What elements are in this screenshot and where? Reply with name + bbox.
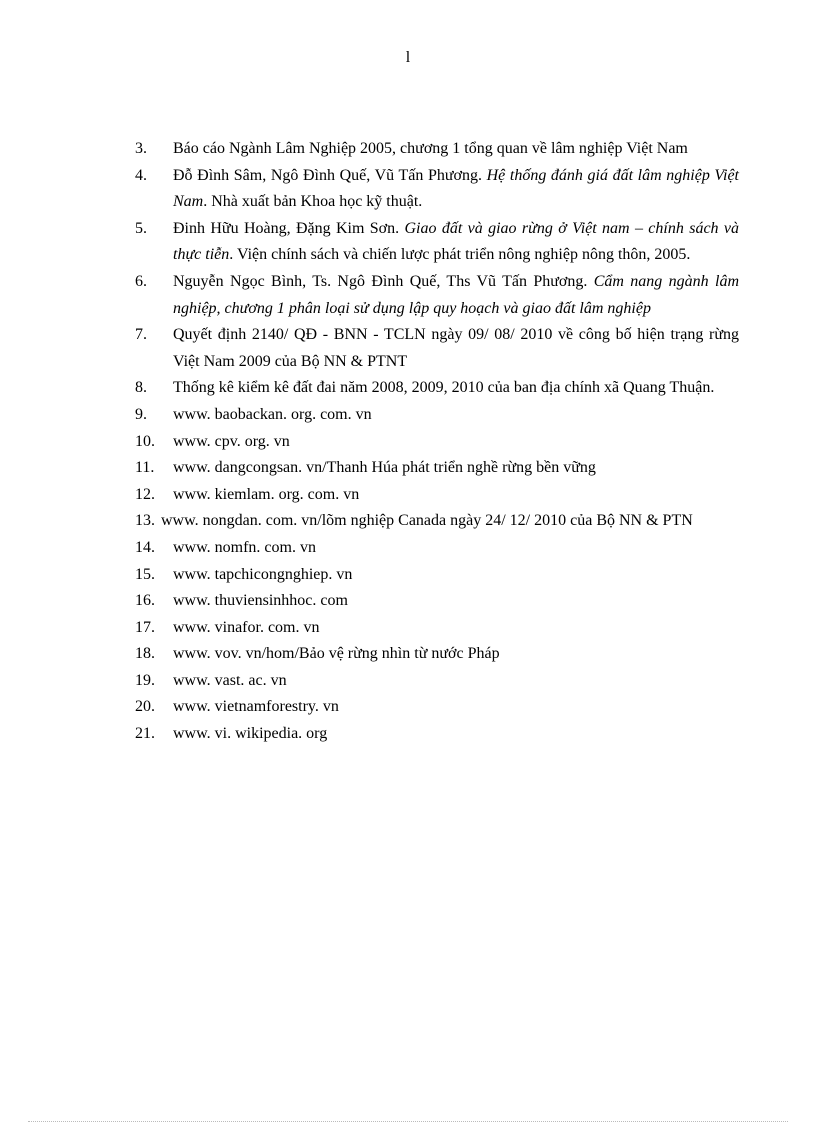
reference-text-part: www. vast. ac. vn [173, 671, 287, 689]
reference-item [135, 694, 739, 721]
page-number: l [405, 49, 411, 66]
reference-text-part: www. nomfn. com. vn [173, 538, 316, 556]
reference-item [135, 429, 739, 456]
reference-text [161, 508, 739, 535]
reference-item [135, 216, 739, 269]
reference-text [173, 375, 739, 402]
reference-number: 20. [135, 698, 155, 716]
page-bottom-divider [28, 1121, 788, 1122]
reference-text-part: www. tapchicongnghiep. vn [173, 565, 353, 583]
reference-text [173, 216, 739, 269]
reference-item [135, 508, 739, 535]
reference-item [135, 269, 739, 322]
reference-text [173, 163, 739, 216]
reference-item [135, 668, 739, 695]
reference-number: 18. [135, 645, 155, 663]
reference-item [135, 588, 739, 615]
reference-text-part: . Nhà xuất bản Khoa học kỹ thuật. [203, 193, 423, 211]
reference-item [135, 455, 739, 482]
reference-text [173, 402, 739, 429]
reference-title-italic: Hệ thống đánh giá đất lâm nghiệp Việt Nam [173, 166, 740, 211]
reference-text [173, 694, 739, 721]
reference-text-part: www. dangcongsan. vn/Thanh Húa phát triển nghề rừng bền vững [173, 459, 596, 477]
reference-text [173, 322, 739, 375]
reference-text-part: www. thuviensinhhoc. com [173, 592, 348, 610]
reference-number: 4. [135, 166, 147, 184]
reference-number: 9. [135, 405, 147, 423]
reference-number: 11. [135, 459, 155, 477]
reference-text-part: www. nongdan. com. vn/lõm nghiệp Canada ngày 24/ 12/ 2010 của Bộ NN & PTN [161, 512, 693, 530]
reference-text-part: Quyết định 2140/ QĐ - BNN - TCLN ngày 09/ 08/ 2010 về công bố hiện trạng rừng Việt Nam 2009 của Bộ NN & PTNT [173, 326, 739, 370]
reference-number: 17. [135, 618, 155, 636]
reference-item [135, 482, 739, 509]
reference-text [173, 668, 739, 695]
reference-text [173, 641, 739, 668]
reference-text-part: www. baobackan. org. com. vn [173, 405, 372, 423]
reference-text [173, 269, 739, 322]
reference-text [173, 136, 739, 163]
reference-text [173, 429, 739, 456]
reference-text [173, 482, 739, 509]
reference-number: 10. [135, 432, 155, 450]
reference-item [135, 136, 739, 163]
reference-title-italic: Cẩm nang ngành lâm nghiệp, chương 1 phân loại sử dụng lập quy hoạch và giao đất lâm nghiệp [173, 272, 740, 317]
reference-text-part: www. vietnamforestry. vn [173, 698, 339, 716]
reference-text [173, 455, 739, 482]
reference-list [135, 136, 739, 748]
reference-number: 15. [135, 565, 155, 583]
reference-item [135, 562, 739, 589]
reference-text-part: . Viện chính sách và chiến lược phát triển nông nghiệp nông thôn, 2005. [229, 246, 691, 264]
reference-number: 12. [135, 485, 155, 503]
reference-text-part: www. vi. wikipedia. org [173, 725, 328, 743]
reference-number: 16. [135, 592, 155, 610]
reference-number: 13. [135, 512, 155, 530]
reference-item [135, 375, 739, 402]
reference-item [135, 535, 739, 562]
reference-title-italic: Giao đất và giao rừng ở Việt nam – chính sách và thực tiễn [173, 219, 740, 264]
reference-text-part: www. cpv. org. vn [173, 432, 290, 450]
reference-text-part: Báo cáo Ngành Lâm Nghiệp 2005, chương 1 tổng quan về lâm nghiệp Việt Nam [173, 140, 688, 157]
reference-text-part: www. vinafor. com. vn [173, 618, 320, 636]
reference-item [135, 322, 739, 375]
reference-item [135, 641, 739, 668]
reference-number: 14. [135, 538, 155, 556]
reference-text [173, 721, 739, 748]
reference-number: 21. [135, 725, 155, 743]
reference-text [173, 562, 739, 589]
reference-text [173, 535, 739, 562]
reference-text-part: www. kiemlam. org. com. vn [173, 485, 360, 503]
reference-number: 3. [135, 140, 147, 157]
reference-number: 8. [135, 379, 147, 397]
reference-text-part: Nguyễn Ngọc Bình, Ts. Ngô Đình Quế, Ths Vũ Tấn Phương. [173, 272, 594, 290]
reference-item [135, 615, 739, 642]
reference-text-part: www. vov. vn/hom/Bảo vệ rừng nhìn từ nước Pháp [173, 645, 500, 663]
reference-text-part: Đinh Hữu Hoàng, Đặng Kim Sơn. [173, 219, 405, 237]
reference-item [135, 402, 739, 429]
reference-text-part: Đỗ Đình Sâm, Ngô Đình Quế, Vũ Tấn Phương. [173, 166, 487, 184]
reference-number: 5. [135, 219, 147, 237]
reference-item [135, 721, 739, 748]
reference-number: 7. [135, 326, 147, 344]
reference-text [173, 588, 739, 615]
reference-text [173, 615, 739, 642]
reference-number: 19. [135, 671, 155, 689]
reference-item [135, 163, 739, 216]
reference-text-part: Thống kê kiểm kê đất đai năm 2008, 2009, 2010 của ban địa chính xã Quang Thuận. [173, 379, 715, 397]
reference-number: 6. [135, 272, 147, 290]
